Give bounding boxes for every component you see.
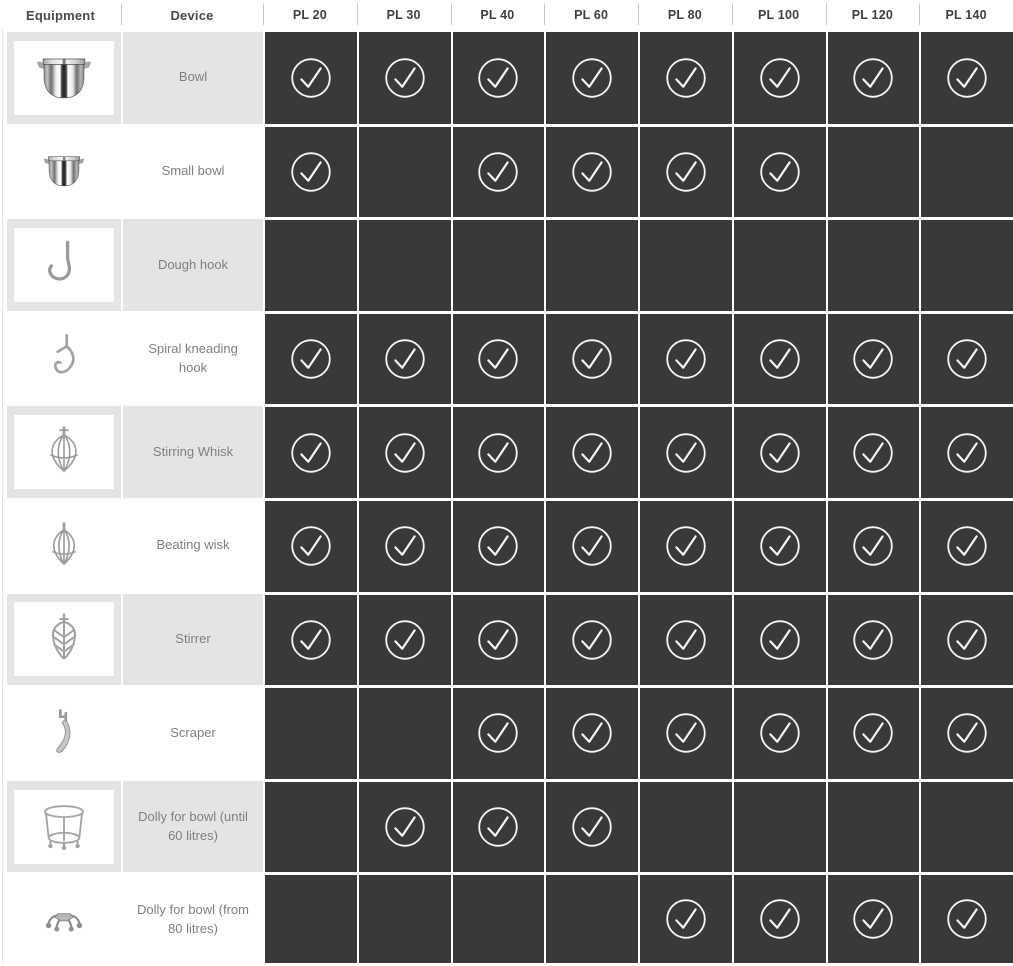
check-cell-available: [638, 498, 732, 592]
equipment-image-cell: [0, 30, 121, 124]
check-cell-empty: [451, 217, 545, 311]
check-cell-available: [919, 685, 1013, 779]
check-cell-available: [357, 30, 451, 124]
check-circle-icon: [570, 711, 614, 755]
check-circle-icon: [851, 56, 895, 100]
check-cell-available: [732, 498, 826, 592]
model-column-header: PL 60: [544, 0, 638, 30]
check-cell-available: [263, 30, 357, 124]
check-circle-icon: [664, 337, 708, 381]
check-circle-icon: [758, 56, 802, 100]
model-column-header: PL 100: [732, 0, 826, 30]
check-cell-available: [638, 592, 732, 686]
check-circle-icon: [851, 897, 895, 941]
check-cell-available: [451, 779, 545, 873]
check-cell-available: [919, 30, 1013, 124]
spiral-hook-icon: [35, 330, 93, 388]
check-cell-available: [638, 311, 732, 405]
check-circle-icon: [383, 524, 427, 568]
check-circle-icon: [945, 337, 989, 381]
check-cell-available: [544, 30, 638, 124]
check-cell-available: [826, 685, 920, 779]
check-circle-icon: [945, 711, 989, 755]
device-name-cell: [121, 124, 263, 218]
check-circle-icon: [570, 431, 614, 475]
check-circle-icon: [945, 524, 989, 568]
device-name-cell: [121, 685, 263, 779]
check-circle-icon: [570, 337, 614, 381]
check-cell-empty: [451, 872, 545, 966]
device-name-cell: [121, 30, 263, 124]
device-name-cell: [121, 311, 263, 405]
check-circle-icon: [945, 431, 989, 475]
dolly-tall-icon: [35, 798, 93, 856]
model-column-header: PL 80: [638, 0, 732, 30]
scraper-icon: [35, 704, 93, 762]
model-column-header: PL 40: [451, 0, 545, 30]
check-cell-available: [544, 124, 638, 218]
check-circle-icon: [289, 431, 333, 475]
check-circle-icon: [289, 56, 333, 100]
check-circle-icon: [851, 618, 895, 662]
check-cell-available: [451, 30, 545, 124]
check-cell-empty: [357, 872, 451, 966]
stirring-whisk-icon: [35, 423, 93, 481]
check-cell-available: [638, 124, 732, 218]
device-name-cell: [121, 779, 263, 873]
check-cell-available: [451, 404, 545, 498]
check-cell-empty: [732, 779, 826, 873]
check-cell-available: [732, 592, 826, 686]
device-name-cell: [121, 592, 263, 686]
check-cell-available: [826, 30, 920, 124]
check-cell-available: [544, 404, 638, 498]
check-cell-available: [826, 592, 920, 686]
check-cell-available: [357, 404, 451, 498]
check-cell-empty: [638, 779, 732, 873]
check-circle-icon: [945, 897, 989, 941]
model-column-header: PL 140: [919, 0, 1013, 30]
check-cell-available: [544, 592, 638, 686]
check-cell-available: [357, 592, 451, 686]
equipment-image-cell: [0, 217, 121, 311]
check-circle-icon: [476, 524, 520, 568]
check-cell-available: [544, 685, 638, 779]
check-circle-icon: [664, 524, 708, 568]
equipment-image-cell: [0, 404, 121, 498]
check-cell-available: [732, 404, 826, 498]
check-circle-icon: [476, 805, 520, 849]
device-label: Dolly for bowl (until 60 litres): [138, 808, 248, 843]
device-label: Scraper: [170, 724, 216, 740]
check-circle-icon: [289, 618, 333, 662]
device-name-cell: [121, 217, 263, 311]
device-label: Beating wisk: [156, 537, 230, 553]
check-cell-available: [919, 498, 1013, 592]
check-cell-empty: [263, 685, 357, 779]
check-circle-icon: [476, 711, 520, 755]
check-circle-icon: [851, 337, 895, 381]
check-circle-icon: [289, 524, 333, 568]
check-cell-empty: [357, 685, 451, 779]
check-cell-available: [451, 685, 545, 779]
check-cell-available: [357, 311, 451, 405]
check-cell-empty: [544, 217, 638, 311]
check-cell-available: [263, 404, 357, 498]
check-circle-icon: [664, 56, 708, 100]
check-circle-icon: [570, 618, 614, 662]
check-circle-icon: [851, 431, 895, 475]
check-cell-empty: [263, 217, 357, 311]
check-circle-icon: [476, 337, 520, 381]
check-circle-icon: [383, 618, 427, 662]
check-cell-available: [919, 592, 1013, 686]
check-cell-available: [263, 498, 357, 592]
equipment-image-tile: [14, 602, 114, 676]
check-circle-icon: [383, 56, 427, 100]
check-cell-empty: [263, 872, 357, 966]
check-circle-icon: [945, 618, 989, 662]
dolly-low-icon: [35, 891, 93, 949]
check-circle-icon: [664, 711, 708, 755]
check-circle-icon: [664, 150, 708, 194]
check-circle-icon: [851, 524, 895, 568]
device-label: Small bowl: [161, 162, 225, 178]
equipment-image-cell: [0, 779, 121, 873]
check-cell-empty: [826, 217, 920, 311]
check-circle-icon: [664, 897, 708, 941]
check-circle-icon: [476, 56, 520, 100]
check-circle-icon: [758, 618, 802, 662]
check-circle-icon: [664, 431, 708, 475]
stirrer-icon: [35, 610, 93, 668]
equipment-image-tile: [14, 790, 114, 864]
check-cell-available: [263, 311, 357, 405]
check-cell-available: [732, 311, 826, 405]
check-cell-available: [357, 498, 451, 592]
check-cell-available: [919, 872, 1013, 966]
equipment-image-tile: [14, 415, 114, 489]
beating-whisk-icon: [35, 517, 93, 575]
check-cell-available: [919, 404, 1013, 498]
equipment-image-tile: [14, 509, 114, 583]
check-cell-available: [732, 872, 826, 966]
equipment-image-tile: [14, 228, 114, 302]
bowl-small-icon: [35, 142, 93, 200]
device-label: Bowl: [178, 69, 208, 85]
check-circle-icon: [945, 56, 989, 100]
check-circle-icon: [758, 150, 802, 194]
check-circle-icon: [570, 524, 614, 568]
check-cell-available: [732, 30, 826, 124]
check-circle-icon: [851, 711, 895, 755]
check-cell-available: [451, 124, 545, 218]
device-label: Spiral kneading hook: [148, 340, 238, 375]
check-cell-empty: [919, 779, 1013, 873]
check-cell-empty: [919, 124, 1013, 218]
check-circle-icon: [570, 150, 614, 194]
check-circle-icon: [476, 618, 520, 662]
check-cell-available: [919, 311, 1013, 405]
check-circle-icon: [570, 56, 614, 100]
equipment-image-cell: [0, 498, 121, 592]
check-cell-empty: [357, 124, 451, 218]
equipment-image-tile: [14, 41, 114, 115]
check-cell-available: [638, 30, 732, 124]
check-cell-available: [451, 311, 545, 405]
check-cell-available: [826, 311, 920, 405]
check-circle-icon: [383, 337, 427, 381]
equipment-image-tile: [14, 883, 114, 957]
check-circle-icon: [758, 431, 802, 475]
bowl-icon: [35, 49, 93, 107]
device-column-header: Device: [121, 0, 263, 30]
check-circle-icon: [570, 805, 614, 849]
dough-hook-icon: [35, 236, 93, 294]
check-circle-icon: [383, 805, 427, 849]
equipment-image-cell: [0, 592, 121, 686]
equipment-image-tile: [14, 134, 114, 208]
check-cell-available: [732, 685, 826, 779]
device-label: Dolly for bowl (from 80 litres): [137, 902, 249, 937]
check-cell-available: [263, 592, 357, 686]
check-cell-available: [544, 498, 638, 592]
check-cell-available: [451, 498, 545, 592]
equipment-image-tile: [14, 322, 114, 396]
check-circle-icon: [758, 524, 802, 568]
check-cell-available: [263, 124, 357, 218]
check-circle-icon: [664, 618, 708, 662]
check-cell-available: [357, 779, 451, 873]
check-circle-icon: [758, 897, 802, 941]
check-cell-empty: [544, 872, 638, 966]
equipment-image-cell: [0, 872, 121, 966]
equipment-image-cell: [0, 124, 121, 218]
device-name-cell: [121, 872, 263, 966]
check-cell-available: [451, 592, 545, 686]
equipment-image-cell: [0, 311, 121, 405]
check-cell-available: [826, 872, 920, 966]
equipment-image-tile: [14, 696, 114, 770]
check-cell-empty: [826, 124, 920, 218]
model-column-header: PL 20: [263, 0, 357, 30]
check-circle-icon: [758, 711, 802, 755]
equipment-column-header: Equipment: [0, 0, 121, 30]
device-label: Dough hook: [157, 256, 229, 272]
check-cell-available: [826, 404, 920, 498]
check-cell-empty: [638, 217, 732, 311]
model-column-header: PL 30: [357, 0, 451, 30]
check-cell-empty: [826, 779, 920, 873]
check-circle-icon: [476, 150, 520, 194]
check-cell-empty: [919, 217, 1013, 311]
check-cell-empty: [263, 779, 357, 873]
check-cell-available: [544, 779, 638, 873]
check-circle-icon: [476, 431, 520, 475]
check-circle-icon: [289, 150, 333, 194]
model-column-header: PL 120: [826, 0, 920, 30]
check-circle-icon: [383, 431, 427, 475]
check-cell-available: [732, 124, 826, 218]
check-cell-available: [638, 872, 732, 966]
check-cell-empty: [357, 217, 451, 311]
check-cell-available: [826, 498, 920, 592]
device-name-cell: [121, 404, 263, 498]
check-cell-available: [638, 404, 732, 498]
check-circle-icon: [289, 337, 333, 381]
device-name-cell: [121, 498, 263, 592]
equipment-image-cell: [0, 685, 121, 779]
check-circle-icon: [758, 337, 802, 381]
device-label: Stirring Whisk: [152, 443, 234, 459]
device-label: Stirrer: [175, 630, 211, 646]
check-cell-empty: [732, 217, 826, 311]
check-cell-available: [638, 685, 732, 779]
check-cell-available: [544, 311, 638, 405]
